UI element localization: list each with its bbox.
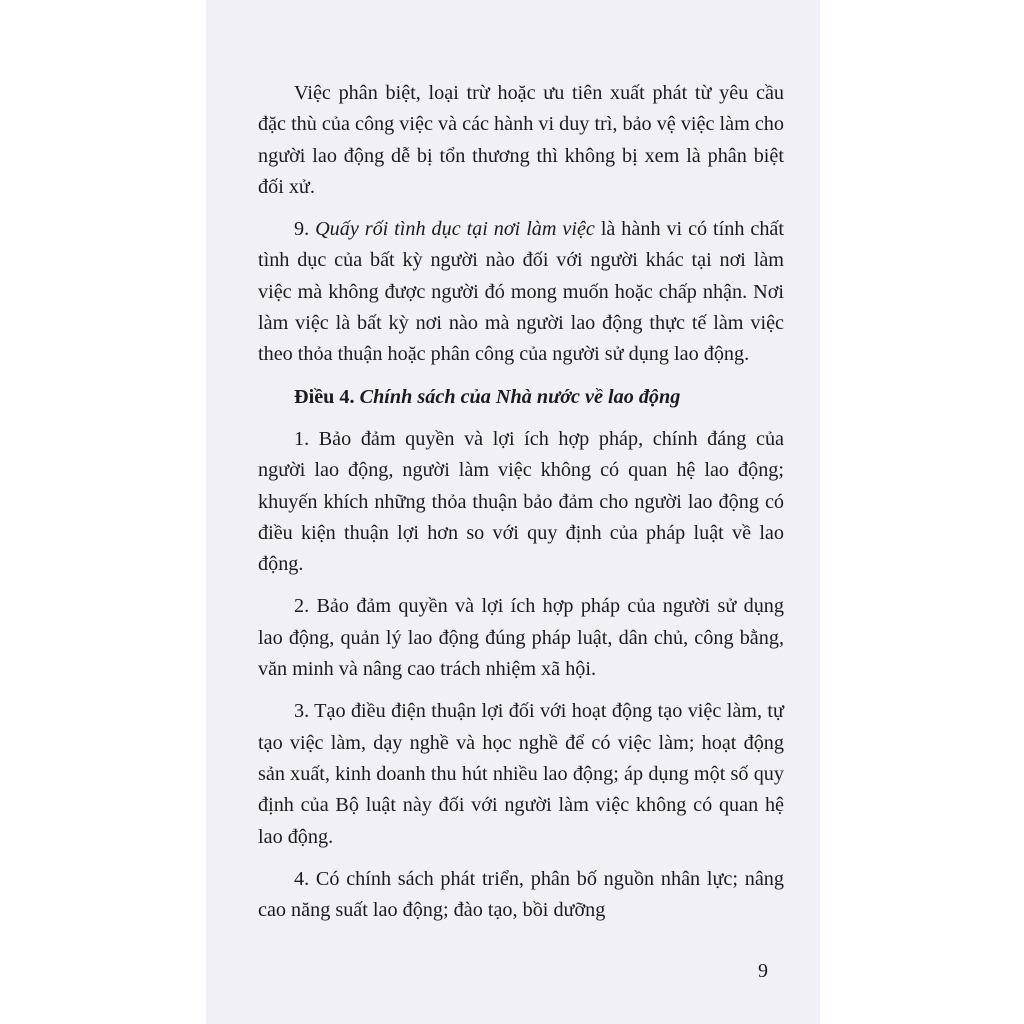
article-clause-1 [258,424,784,580]
page-body [258,78,784,937]
book-page [206,0,820,1024]
clause-text: 1. Bảo đảm quyền và lợi ích hợp pháp, chính đáng của người lao động, người làm việc không có quan hệ lao động; khuyến khích những thỏa thuận bảo đảm cho người lao động có điều kiện thuận lợi hơn so với quy định của pháp luật về lao động. [258,427,784,576]
clause-text: 3. Tạo điều điện thuận lợi đối với hoạt động tạo việc làm, tự tạo việc làm, dạy nghề và học nghề để có việc làm; hoạt động sản xuất, kinh doanh thu hút nhiều lao động; áp dụng một số quy định của Bộ luật này đối với người làm việc không có quan hệ lao động. [258,700,784,848]
paragraph-discrimination-exception [258,78,784,203]
article-clause-2 [258,591,784,685]
paragraph-text: Việc phân biệt, loại trừ hoặc ưu tiên xuất phát từ yêu cầu đặc thù của công việc và các hành vi duy trì, bảo vệ việc làm cho người lao động dễ bị tổn thương thì không bị xem là phân biệt đối xử. [258,82,784,198]
article-clause-3 [258,696,784,852]
article-number: Điều 4. [294,385,355,408]
clause-text: 2. Bảo đảm quyền và lợi ích hợp pháp của người sử dụng lao động, quản lý lao động đúng pháp luật, dân chủ, công bằng, văn minh và nâng cao trách nhiệm xã hội. [258,595,784,681]
article-title: Chính sách của Nhà nước về lao động [359,385,681,408]
article-clause-4 [258,864,784,927]
clause-text: 4. Có chính sách phát triển, phân bố nguồn nhân lực; nâng cao năng suất lao động; đào tạo, bồi dưỡng [258,867,784,922]
clause-number: 9. [294,218,310,241]
page-number: 9 [758,960,768,982]
paragraph-sexual-harassment-definition [258,214,784,370]
defined-term: Quấy rối tình dục tại nơi làm việc [315,218,595,241]
article-heading [258,382,784,413]
paragraph-text: là hành vi có tính chất tình dục của bất kỳ người nào đối với người khác tại nơi làm việc mà không được người đó mong muốn hoặc chấp nhận. Nơi làm việc là bất kỳ nơi nào mà người lao động thực tế làm việc theo thỏa thuận hoặc phân công của người sử dụng lao động. [258,218,784,366]
